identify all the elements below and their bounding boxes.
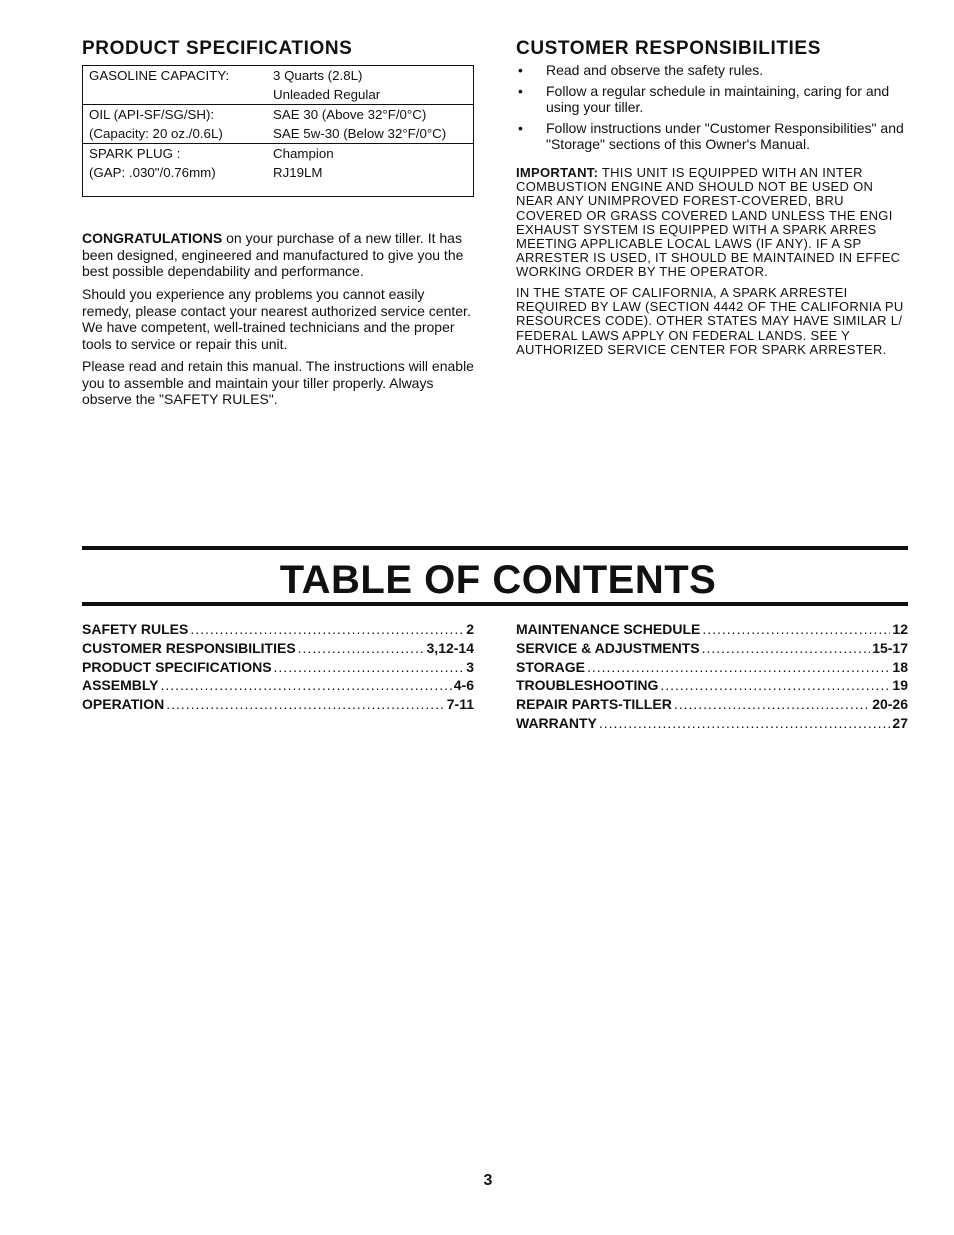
congratulations-label: CONGRATULATIONS — [82, 230, 223, 246]
toc-leader — [298, 639, 425, 658]
list-item-text: Follow a regular schedule in maintaining, caring for and using your tiller. — [546, 82, 890, 115]
toc-entry-page: 4-6 — [453, 677, 474, 694]
toc-entry-label: ASSEMBLY — [82, 677, 159, 694]
toc-entry-page: 7-11 — [446, 696, 474, 713]
spec-table — [82, 65, 474, 197]
notice-line: IN THE STATE OF CALIFORNIA, A SPARK ARRESTEI — [516, 286, 848, 300]
toc-entry-label: PRODUCT SPECIFICATIONS — [82, 658, 272, 675]
list-item-text: Read and observe the safety rules. — [546, 62, 764, 78]
notice-line: REQUIRED BY LAW (SECTION 4442 OF THE CALIFORNIA PU — [516, 299, 904, 315]
spec-value: Unleaded Regular — [273, 87, 381, 102]
toc-entry[interactable] — [82, 658, 474, 677]
toc-top-rule — [82, 546, 908, 550]
toc-entry[interactable] — [516, 620, 908, 639]
spec-row — [83, 85, 474, 105]
toc-entry-label: OPERATION — [82, 696, 165, 713]
toc-leader — [702, 620, 890, 639]
bullet-icon: • — [518, 82, 523, 99]
toc-entry-page: 12 — [892, 621, 908, 637]
toc-entry-label: WARRANTY — [516, 714, 597, 731]
toc-leader — [190, 620, 464, 639]
toc-entry[interactable] — [82, 639, 474, 658]
toc-entry-page: 3,12-14 — [426, 639, 474, 656]
spec-row — [83, 105, 474, 125]
toc-entry-page: 2 — [466, 621, 474, 637]
notice-line: COMBUSTION ENGINE AND SHOULD NOT BE USED ON — [516, 179, 874, 195]
toc-left-column — [82, 620, 474, 714]
spec-key: OIL (API-SF/SG/SH): — [83, 105, 274, 125]
toc-leader — [161, 676, 452, 695]
spec-key — [83, 85, 274, 105]
toc-entry-page: 19 — [892, 677, 908, 694]
spec-key: SPARK PLUG : — [83, 144, 274, 164]
notice-line: RESOURCES CODE). OTHER STATES MAY HAVE SIMILAR L/ — [516, 313, 903, 329]
toc-entry[interactable] — [516, 695, 908, 714]
toc-entry-label: REPAIR PARTS-TILLER — [516, 696, 672, 713]
notice-line: THIS UNIT IS EQUIPPED WITH AN INTER — [598, 166, 863, 180]
bullet-icon: • — [518, 119, 523, 136]
toc-entry-page: 20-26 — [872, 696, 908, 713]
notice-line: COVERED OR GRASS COVERED LAND UNLESS THE ENGI — [516, 207, 893, 223]
toc-entry[interactable] — [82, 620, 474, 639]
notice-line: ARRESTER IS USED, IT SHOULD BE MAINTAINED IN EFFEC — [516, 250, 901, 266]
spec-value: SAE 5w-30 (Below 32°F/0°C) — [273, 126, 447, 141]
toc-entry-page: 18 — [892, 658, 908, 675]
toc-entry-label: MAINTENANCE SCHEDULE — [516, 621, 701, 637]
toc-leader — [660, 676, 890, 695]
spec-value: 3 Quarts (2.8L) — [273, 68, 363, 83]
toc-entry-label: SERVICE & ADJUSTMENTS — [516, 639, 700, 656]
notice-line: FEDERAL LAWS APPLY ON FEDERAL LANDS. SEE Y — [516, 327, 851, 343]
california-notice — [516, 286, 954, 357]
toc-entry-page: 3 — [466, 658, 474, 675]
spec-spacer — [83, 182, 474, 197]
bullet-icon: • — [518, 62, 523, 78]
toc-entry-label: STORAGE — [516, 658, 585, 675]
spec-row — [83, 163, 474, 182]
toc-entry[interactable] — [516, 676, 908, 695]
spec-value: RJ19LM — [273, 165, 323, 180]
toc-entry-label: CUSTOMER RESPONSIBILITIES — [82, 639, 296, 656]
toc-bottom-rule — [82, 602, 908, 606]
toc-entry[interactable] — [82, 695, 474, 714]
notice-line: MEETING APPLICABLE LOCAL LAWS (IF ANY). IF A SP — [516, 236, 862, 252]
spec-value: SAE 30 (Above 32°F/0°C) — [273, 105, 474, 125]
toc-entry-page: 27 — [892, 714, 908, 731]
toc-leader — [166, 695, 445, 714]
spec-key: (Capacity: 20 oz./0.6L) — [89, 126, 223, 141]
important-notice — [516, 166, 954, 280]
toc-entry[interactable] — [82, 676, 474, 695]
list-item — [516, 120, 916, 153]
list-item-text: Follow instructions under "Customer Responsibilities" and "Storage" sections of this Owner's Manual. — [546, 119, 904, 152]
notice-line: WORKING ORDER BY THE OPERATOR. — [516, 264, 769, 280]
responsibilities-list — [516, 62, 916, 157]
customer-responsibilities-heading: CUSTOMER RESPONSIBILITIES — [516, 38, 821, 59]
toc-entry[interactable] — [516, 714, 908, 733]
list-item — [516, 83, 916, 116]
spec-value: Champion — [273, 144, 474, 164]
list-item — [516, 62, 916, 79]
toc-entry[interactable] — [516, 639, 908, 658]
spec-key: (GAP: .030"/0.76mm) — [89, 165, 216, 180]
spec-row — [83, 124, 474, 144]
toc-entry-label: SAFETY RULES — [82, 621, 189, 637]
toc-entry-page: 15-17 — [872, 639, 908, 656]
page-number: 3 — [483, 1172, 493, 1189]
spec-key: GASOLINE CAPACITY: — [89, 68, 230, 83]
toc-right-column — [516, 620, 908, 733]
toc-leader — [599, 714, 891, 733]
toc-leader — [702, 639, 871, 658]
spec-row — [83, 144, 474, 164]
problems-paragraph: Should you experience any problems you cannot easily remedy, please contact your nearest authorized service center. We have competent, well-trained technicians and the proper tools to service or repair this unit. — [82, 286, 471, 352]
notice-line: AUTHORIZED SERVICE CENTER FOR SPARK ARRESTER. — [516, 341, 887, 357]
toc-leader — [274, 658, 465, 677]
retain-manual-paragraph: Please read and retain this manual. The instructions will enable you to assemble and maintain your tiller properly. Always observe the "SAFETY RULES". — [82, 358, 474, 407]
toc-leader — [587, 658, 890, 677]
congratulations-text: on your purchase of a new tiller. It has been designed, engineered and manufactured to give you the best possible dependability and performance. — [82, 230, 464, 279]
notice-line: NEAR ANY UNIMPROVED FOREST-COVERED, BRU — [516, 193, 844, 209]
spec-row — [83, 66, 474, 86]
toc-title: TABLE OF CONTENTS — [279, 558, 717, 602]
toc-leader — [674, 695, 870, 714]
toc-entry[interactable] — [516, 658, 908, 677]
important-label: IMPORTANT: — [516, 166, 599, 180]
congratulations-paragraph — [82, 230, 476, 280]
toc-entry-label: TROUBLESHOOTING — [516, 677, 659, 694]
notice-line: EXHAUST SYSTEM IS EQUIPPED WITH A SPARK ARRES — [516, 221, 877, 237]
product-specifications-heading: PRODUCT SPECIFICATIONS — [82, 38, 353, 59]
